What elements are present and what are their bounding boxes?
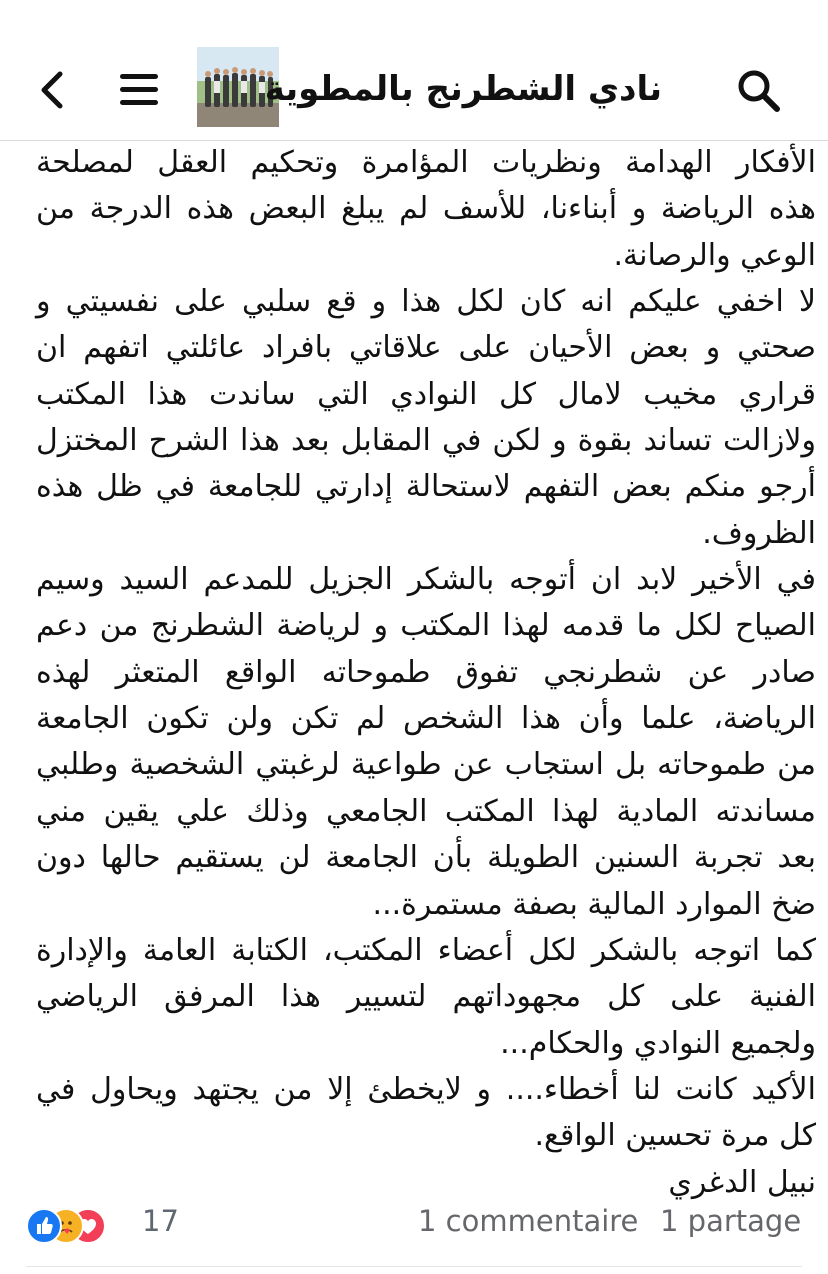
reaction-count[interactable]: 17	[142, 1204, 179, 1238]
post-text	[36, 140, 816, 1200]
post-line: الظروف.	[702, 515, 816, 551]
post-line: ولجميع النوادي والحكام...	[500, 1025, 816, 1061]
post-line: الأكيد كانت لنا أخطاء.... و لايخطئ إلا من يجتهد ويحاول في	[36, 1071, 816, 1107]
post-line: أرجو منكم بعض التفهم لاستحالة إدارتي للجامعة في ظل هذه	[36, 469, 816, 505]
post-line: صادر عن شطرنجي تفوق طموحاته الواقع المتعثر لهذه	[36, 654, 816, 690]
hamburger-menu-icon-bar	[120, 87, 158, 92]
post-line: لا اخفي عليكم انه كان لكل هذا و قع سلبي على نفسيتي و	[36, 284, 816, 320]
back-button[interactable]	[34, 68, 70, 112]
shares-link[interactable]: 1 partage	[660, 1204, 802, 1238]
post-line: مساندته المادية لهذا المكتب الجامعي وذلك علي يقين مني	[36, 793, 816, 829]
post-line: الأفكار الهدامة ونظريات المؤامرة وتحكيم العقل لمصلحة	[36, 145, 816, 180]
hamburger-menu-icon	[120, 74, 158, 79]
hamburger-menu-icon-bar	[120, 100, 158, 105]
post-line: بعد تجربة السنين الطويلة بأن الجامعة لن يستقيم حالها دون	[36, 840, 816, 876]
post-line: كما اتوجه بالشكر لكل أعضاء المكتب، الكتابة العامة والإدارة	[36, 932, 816, 968]
post-footer	[0, 1196, 828, 1256]
post-line: الصياح لكل ما قدمه لهذا المكتب و لرياضة الشطرنج من دعم	[36, 608, 816, 644]
comments-link[interactable]: 1 commentaire	[418, 1204, 639, 1238]
page-title[interactable]: نادي الشطرنج بالمطوية	[264, 69, 662, 109]
chevron-left-icon	[34, 68, 70, 112]
top-bar	[0, 0, 828, 141]
search-button[interactable]	[734, 66, 784, 116]
post-line: الرياضة، علما وأن هذا الشخص لم تكن ولن تكون الجامعة	[36, 701, 816, 737]
post-line: كل مرة تحسين الواقع.	[534, 1118, 816, 1154]
post-line: صحتي و بعض الأحيان على علاقاتي بافراد عائلتي اتفهم ان	[36, 330, 816, 366]
post-line: هذه الرياضة و أبناءنا، للأسف لم يبلغ البعض هذه الدرجة من	[36, 191, 816, 227]
post-line: في الأخير لابد ان أتوجه بالشكر الجزيل للمدعم السيد وسيم	[36, 562, 816, 598]
search-icon	[734, 66, 784, 116]
post-line: ضخ الموارد المالية بصفة مستمرة...	[372, 886, 816, 922]
menu-button[interactable]	[120, 72, 160, 108]
post-line: من طموحاته بل استجاب عن طواعية لرغبتي الشخصية وطلبي	[36, 747, 816, 783]
post-line: ولازالت تساند بقوة و لكن في المقابل بعد هذا الشرح المختزل	[36, 423, 816, 459]
divider	[26, 1266, 802, 1267]
post-line: قراري مخيب لامال كل النوادي التي ساندت هذا المكتب	[36, 376, 816, 412]
post-line: الفنية على كل مجهوداتهم لتسيير هذا المرفق الرياضي	[36, 979, 816, 1015]
post-signature: نبيل الدغري	[668, 1164, 816, 1200]
like-reaction-icon	[26, 1208, 62, 1244]
post-line: الوعي والرصانة.	[613, 237, 816, 273]
